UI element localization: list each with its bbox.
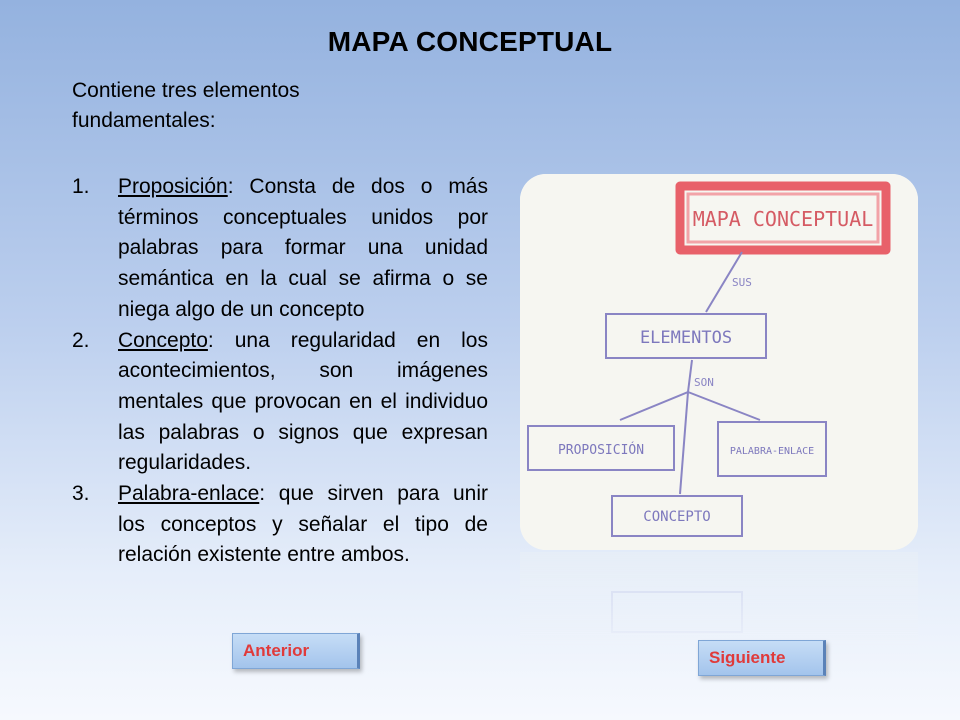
proposicion-node-label: PROPOSICIÓN	[557, 443, 645, 458]
concept-map-drawing	[520, 174, 918, 550]
item-description: : Consta de dos o más términos conceptuales unidos por palabras para formar una unidad semántica en la cual se afirma o se niega algo de un concepto	[118, 175, 488, 321]
elementos-node-label: ELEMENTOS	[639, 328, 733, 348]
item-description: : que sirven para unir los conceptos y señalar el tipo de relación existente entre ambos.	[118, 482, 488, 567]
list-item	[72, 479, 488, 571]
item-number: 3.	[72, 482, 90, 506]
concept-map-photo	[520, 174, 918, 550]
item-description: : una regularidad en los acontecimientos, son imágenes mentales que provocan en el individuo las palabras o signos que expresan regularidades.	[118, 328, 488, 475]
intro-text: Contiene tres elementos fundamentales:	[72, 79, 300, 132]
link-label-son: SON	[694, 376, 714, 389]
item-number: 1.	[72, 175, 90, 198]
next-button[interactable]: Siguiente	[698, 640, 826, 676]
item-term: Concepto	[118, 328, 208, 352]
slide-title: MAPA CONCEPTUAL	[327, 26, 613, 57]
item-number: 2.	[72, 328, 90, 352]
concepto-node-label: CONCEPTO	[643, 509, 711, 525]
palabra-enlace-node-label: PALABRA-ENLACE	[729, 446, 815, 457]
link-label-sus: SUS	[732, 276, 752, 289]
root-node-label: MAPA CONCEPTUAL	[692, 207, 874, 231]
previous-button[interactable]: Anterior	[232, 633, 360, 669]
elements-list	[72, 172, 488, 571]
list-item	[72, 172, 488, 326]
item-term: Proposición	[118, 175, 228, 198]
item-term: Palabra-enlace	[118, 482, 260, 506]
list-item	[72, 326, 488, 480]
